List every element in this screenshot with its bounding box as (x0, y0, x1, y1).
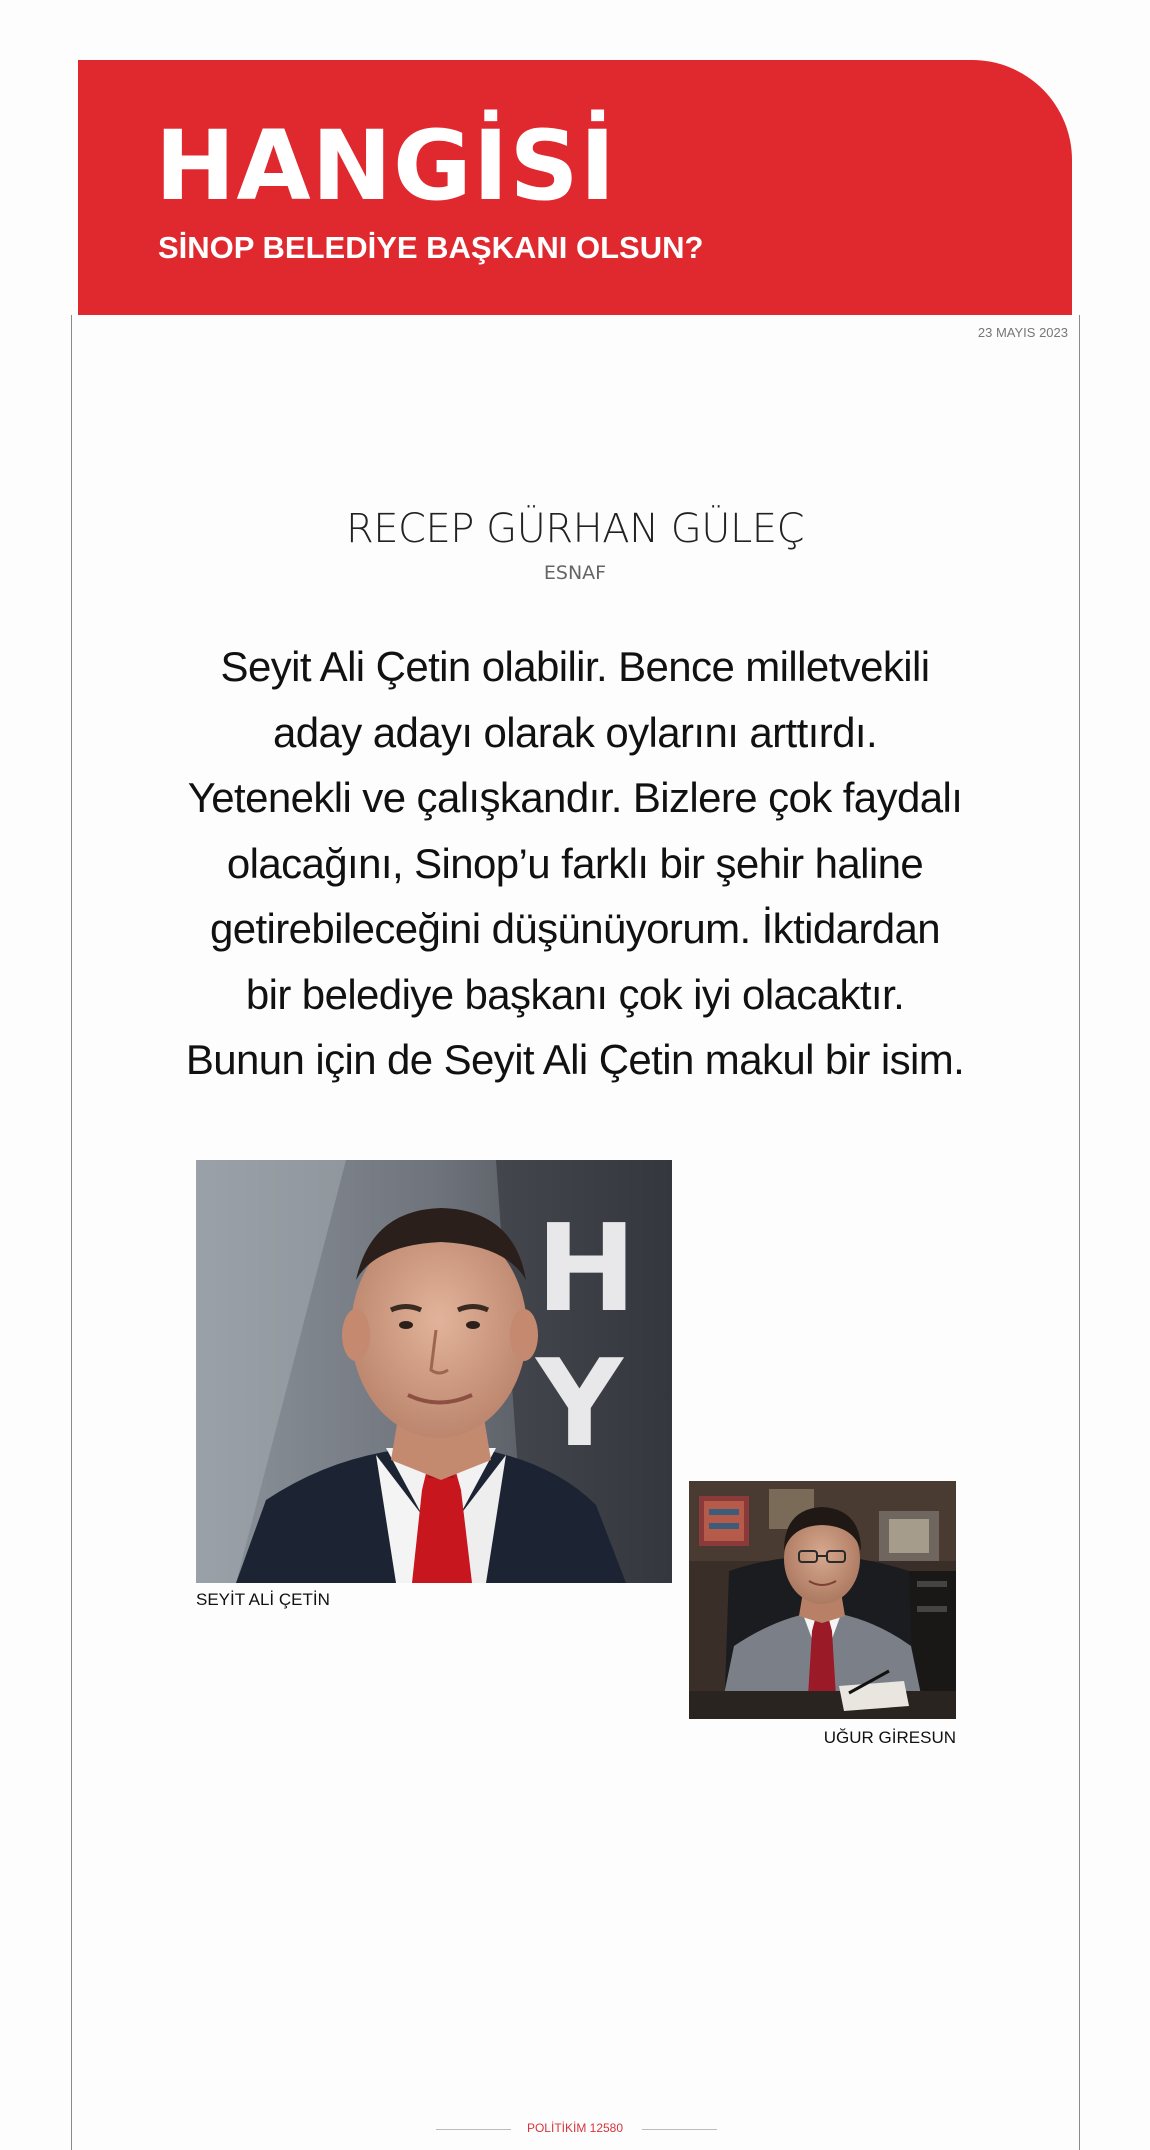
quote-line: Yetenekli ve çalışkandır. Bizlere çok faydalı (187, 774, 963, 821)
backdrop-letter: Y (536, 1335, 623, 1474)
quote-line: bir belediye başkanı çok iyi olacaktır. (245, 970, 905, 1018)
quote-line: getirebileceğini düşünüyorum. İktidardan (209, 905, 941, 952)
photo-caption: UĞUR GİRESUN (823, 1728, 956, 1747)
backdrop-letter: H (536, 1200, 637, 1339)
quote-line: Bunun için de Seyit Ali Çetin makul bir isim. (185, 1036, 965, 1083)
header-banner (78, 60, 1072, 315)
footer-page-label: POLİTİKİM 12580 (526, 2121, 624, 2135)
person-name: RECEP GÜRHAN GÜLEÇ (345, 506, 804, 552)
quote-line: aday adayı olarak oylarını arttırdı. (272, 708, 878, 756)
quote-text (150, 634, 1000, 1093)
frame-right-border (1079, 315, 1080, 2150)
person-role: ESNAF (543, 562, 607, 584)
publish-date: 23 MAYIS 2023 (977, 325, 1068, 340)
candidate-photo-seyit-ali-cetin (196, 1160, 672, 1583)
candidate-photo-ugur-giresun (689, 1481, 956, 1719)
quote-line: olacağını, Sinop’u farklı bir şehir haline (226, 839, 924, 887)
header-subtitle: SİNOP BELEDİYE BAŞKANI OLSUN? (158, 230, 704, 265)
header-title: HANGİSİ (155, 110, 617, 222)
quote-line: Seyit Ali Çetin olabilir. Bence milletvekili (220, 643, 930, 690)
frame-left-border (71, 315, 72, 2150)
photo-caption: SEYİT ALİ ÇETİN (196, 1590, 330, 1609)
